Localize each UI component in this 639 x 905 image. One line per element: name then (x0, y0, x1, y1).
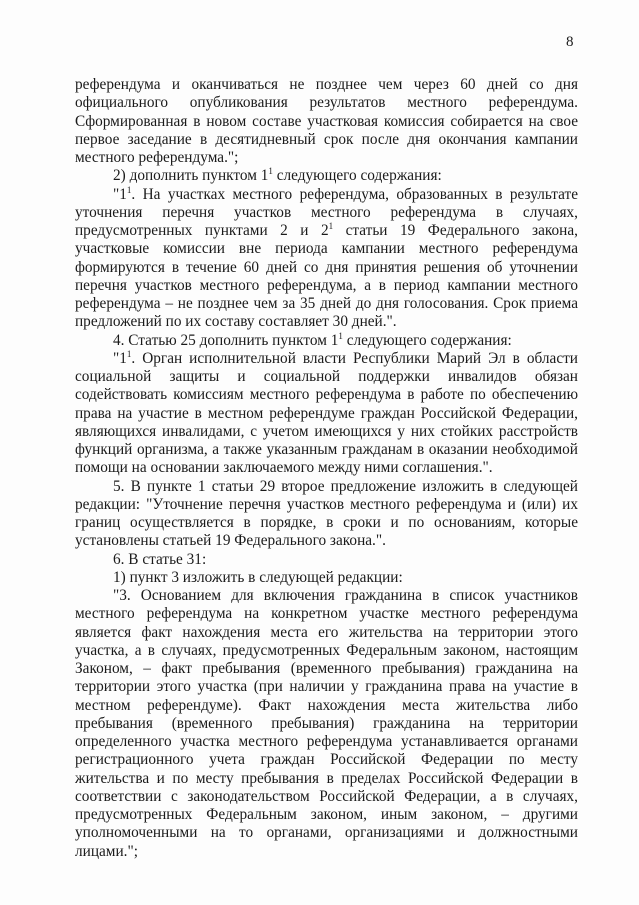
superscript: 1 (338, 330, 343, 341)
page-number: 8 (566, 34, 574, 50)
paragraph-article-31: 6. В статье 31: (113, 550, 207, 568)
paragraph-text: 2) дополнить пунктом 1 (113, 167, 269, 185)
paragraph-text: следующего содержания: (342, 331, 512, 349)
superscript: 1 (126, 348, 132, 359)
superscript: 1 (268, 166, 273, 177)
superscript: 1 (126, 184, 132, 195)
paragraph-text: "1 (113, 349, 127, 367)
superscript: 1 (328, 221, 334, 231)
paragraph-article-29: 5. В пункте 1 статьи 29 второе предложение изложить в следующей редакции: "Уточнение перечня участков местного референдума и (или) их границ осуществляется в порядке, в сроки и по основаниям, которые установлены статьей 19 Федерального закона.". (75, 477, 578, 550)
paragraph-point-1-1-text (75, 186, 578, 332)
paragraph-continuation: референдума и оканчиваться не позднее чем через 60 дней со дня официального опубликования результатов местного референдума. Сформированная в новом составе участковая комиссия собирается на свое первое заседание в десятидневный срок после дня окончания кампании местного референдума."; (75, 76, 578, 166)
paragraph-text: следующего содержания: (272, 167, 442, 185)
paragraph-add-point (75, 167, 578, 185)
document-body (75, 76, 578, 861)
paragraph-text: . Орган исполнительной власти Республики Марий Эл в области социальной защиты и социальной поддержки инвалидов обязан содействовать комиссиям местного референдума в работе по обеспечению права на участие в местном референдуме граждан Российской Федерации, являющихся инвалидами, с учетом имеющихся у них стойких расстройств функций организма, а также указанным гражданам в оказании необходимой помощи на основании заключаемого между ними соглашения.". (75, 349, 578, 477)
paragraph-text: "1 (113, 185, 127, 203)
paragraph-text: . На участках местного референдума, образованных в результате уточнения перечня участков местного референдума в случаях, предусмотренных пунктами 2 и 2 (75, 185, 578, 239)
paragraph-article-25-text (75, 350, 578, 478)
paragraph-point-3-text: "3. Основанием для включения гражданина в список участников местного референдума на конкретном участке местного референдума является факт нахождения места его жительства на территории этого участка, а в случаях, предусмотренных Федеральным законом, настоящим Законом, – факт пребывания (временного пребывания) гражданина на территории этого участка (при наличии у гражданина права на участие в местном референдуме). Факт нахождения места жительства либо пребывания (временного пребывания) гражданина на территории определенного участка местного референдума устанавливается органами регистрационного учета граждан Российской Федерации по месту жительства и по месту пребывания в пределах Российской Федерации в соответствии с законодательством Российской Федерации, а в случаях, предусмотренных Федеральным законом, иным законом, – другими уполномоченными на то органами, организациями и должностными лицами."; (75, 587, 578, 860)
paragraph-text: статьи 19 Федерального закона, участковые комиссии вне периода кампании местного референдума формируются в течение 60 дней со дня принятия решения об уточнении перечня участков местного референдума, а в период кампании местного референдума – не позднее чем за 35 дней до дня голосования. Срок приема предложений по их составу составляет 30 дней.". (75, 222, 578, 331)
paragraph-article-25 (75, 332, 578, 350)
paragraph-text: 4. Статью 25 дополнить пунктом 1 (113, 331, 339, 349)
paragraph-point-3-heading: 1) пункт 3 изложить в следующей редакции: (113, 568, 403, 586)
